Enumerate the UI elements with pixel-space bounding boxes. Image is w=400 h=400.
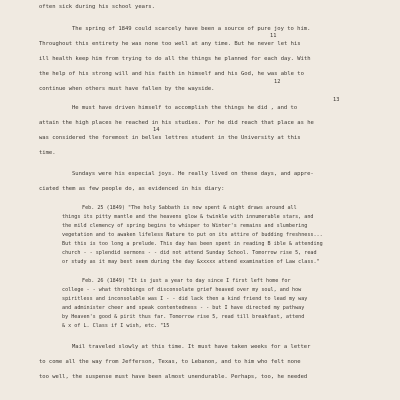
- text-line-5: the help of his strong will and his faith in himself and his God, he was able to: [39, 71, 304, 77]
- diary-line-12: by Heaven's good & pirit thus far. Tomorrow rise 5, read till breakfast, attend: [62, 314, 305, 320]
- footnote-marker-11: 11: [270, 33, 277, 39]
- diary-line-2: things its pitty mantle and the heavens glow & twinkle with innumerable stars, and: [62, 214, 314, 220]
- diary-line-13: & x of L. Class if I wish, etc. ": [62, 323, 164, 329]
- text-line-10: time.: [39, 150, 56, 156]
- diary-line-1: Feb. 25 (1849) "The holy Sabbath is now spent & night draws around all: [82, 205, 297, 211]
- text-line-15: too well, the suspense must have been almost unendurable. Perhaps, too, he needed: [39, 374, 308, 380]
- diary-line-6: church - - splendid sermons - - did not attend Sunday School. Tomorrow rise 5, read: [62, 250, 317, 256]
- text-line-3: Throughout this entirety he was none too well at any time. But he never let his: [39, 41, 301, 47]
- text-line-7: He must have driven himself to accomplish the things he did , and to: [72, 105, 298, 111]
- text-line-12: ciated them as few people do, as evidenced in his diary:: [39, 186, 225, 192]
- text-line-9: was considered the foremost in belles lettres student in the University at this: [39, 135, 301, 141]
- text-line-6: continue when others must have fallen by the wayside.: [39, 86, 215, 92]
- diary-line-9: college - - what throbbings of disconsolate grief heaved over my soul, and how: [62, 287, 302, 293]
- footnote-marker-13: 13: [333, 97, 340, 103]
- text-line-13: Mail traveled slowly at this time. It must have taken weeks for a letter: [72, 344, 311, 350]
- text-line-8: attain the high places he reached in his studies. For he did reach that place as he: [39, 120, 314, 126]
- diary-line-5: But this is too long a prelude. This day has been spent in reading B ible & attending: [62, 241, 323, 247]
- text-line-14: to come all the way from Jefferson, Texas, to Lebanon, and to him who felt none: [39, 359, 301, 365]
- diary-line-11: and administer cheer and speak contentedness - - but I have directed my pathway: [62, 305, 305, 311]
- diary-line-10: spiritless and inconsolable was I - - did lack then a kind friend to lead my way: [62, 296, 308, 302]
- footnote-marker-15: 15: [163, 323, 170, 329]
- text-line-4: ill health keep him from trying to do all the things he planned for each day. With: [39, 56, 311, 62]
- text-line-1: often sick during his school years.: [39, 4, 155, 10]
- diary-line-8: Feb. 26 (1849) "It is just a year to day since I first left home for: [82, 278, 291, 284]
- diary-line-7: or study as it may best seem during the day &xxxxx attend examination of Law class.": [62, 259, 320, 265]
- footnote-marker-14: 14: [153, 127, 160, 133]
- diary-line-4: vegetation and to awaken lifeless Nature to put on its attire of budding freshness...: [62, 232, 323, 238]
- diary-line-3: the mild clemency of spring begins to whisper to Winter's remains and slumbering: [62, 223, 308, 229]
- text-line-2: The spring of 1849 could scarcely have been a source of pure joy to him.: [72, 26, 311, 32]
- footnote-marker-12: 12: [274, 79, 281, 85]
- text-line-11: Sundays were his especial joys. He really lived on these days, and appre-: [72, 171, 314, 177]
